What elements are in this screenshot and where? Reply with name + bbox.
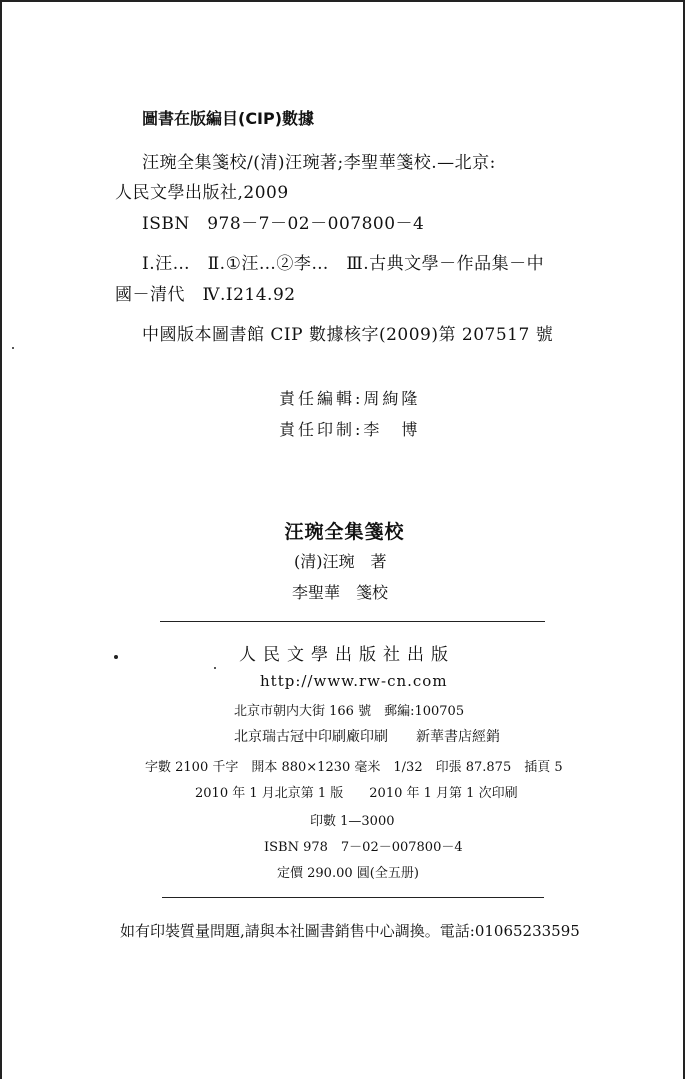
cip-line-subjects: Ⅰ.汪… Ⅱ.①汪…②李… Ⅲ.古典文學－作品集－中 bbox=[142, 254, 545, 274]
cip-line-record-number: 中國版本圖書館 CIP 數據核字(2009)第 207517 號 bbox=[142, 325, 554, 345]
price: 定價 290.00 圓(全五册) bbox=[277, 866, 419, 881]
edition-info: 2010 年 1 月北京第 1 版 2010 年 1 月第 1 次印刷 bbox=[195, 786, 518, 801]
cip-line-isbn: ISBN 978－7－02－007800－4 bbox=[142, 214, 425, 234]
cip-line-subjects-cont: 國－清代 Ⅳ.I214.92 bbox=[115, 285, 296, 305]
printer-distributor: 北京瑞古冠中印刷廠印刷 新華書店經銷 bbox=[234, 729, 500, 745]
book-author: (清)汪琬 著 bbox=[294, 552, 387, 571]
responsible-editor: 責任編輯:周絢隆 bbox=[279, 389, 421, 408]
speck-mark bbox=[214, 667, 216, 669]
print-run: 印數 1—3000 bbox=[310, 814, 395, 829]
speck-mark bbox=[12, 347, 14, 349]
publisher-address: 北京市朝内大街 166 號 郵編:100705 bbox=[234, 704, 465, 719]
colophon-top-rule bbox=[160, 621, 545, 622]
colophon-isbn: ISBN 978 7－02－007800－4 bbox=[264, 840, 463, 855]
cip-heading: 圖書在版編目(CIP)數據 bbox=[142, 109, 315, 128]
cip-line-title: 汪琬全集箋校/(清)汪琬著;李聖華箋校.—北京: bbox=[142, 153, 496, 173]
book-title: 汪琬全集箋校 bbox=[284, 521, 405, 543]
cip-line-publisher: 人民文學出版社,2009 bbox=[115, 183, 289, 203]
book-annotator: 李聖華 箋校 bbox=[292, 583, 389, 602]
quality-notice: 如有印裝質量問題,請與本社圖書銷售中心調換。電話:01065233595 bbox=[120, 922, 580, 940]
colophon-bottom-rule bbox=[162, 897, 544, 898]
publisher-website: http://www.rw-cn.com bbox=[260, 672, 448, 690]
responsible-printing: 責任印制:李 博 bbox=[279, 420, 421, 439]
publisher: 人民文學出版社出版 bbox=[239, 645, 455, 665]
speck-mark bbox=[114, 655, 118, 659]
book-specifications: 字數 2100 千字 開本 880×1230 毫米 1/32 印張 87.875 插頁 5 bbox=[145, 760, 563, 775]
